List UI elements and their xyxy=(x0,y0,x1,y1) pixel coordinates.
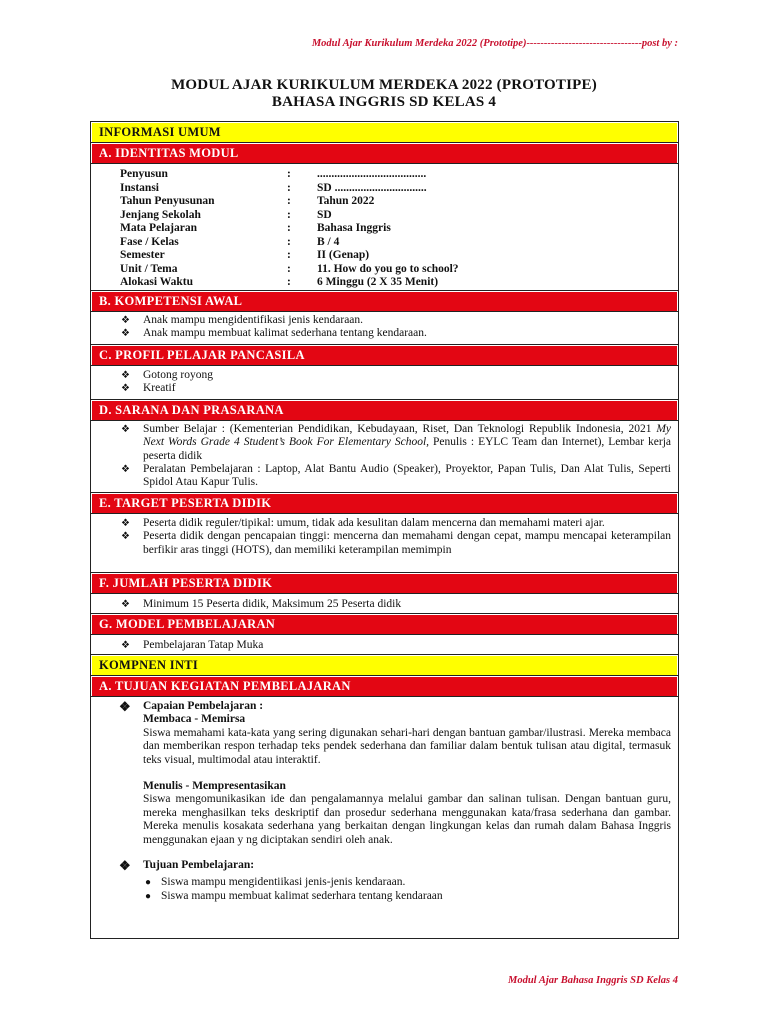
identitas-value: 11. How do you go to school? xyxy=(317,262,459,275)
list-item xyxy=(119,876,671,889)
section-sarana-prasarana: D. SARANA DAN PRASARANA xyxy=(92,401,677,420)
list-item xyxy=(121,517,671,530)
list-item xyxy=(121,463,671,490)
identitas-key: Unit / Tema xyxy=(120,262,178,275)
identitas-key: Jenjang Sekolah xyxy=(120,208,201,221)
diamond-bullet-icon: ❖ xyxy=(121,315,130,326)
divider xyxy=(91,290,678,291)
identitas-row xyxy=(120,263,577,277)
diamond-bullet-icon: ❖ xyxy=(119,858,131,874)
dot-bullet-icon: ● xyxy=(145,877,152,889)
jumlah-list xyxy=(121,598,671,611)
identitas-value: Bahasa Inggris xyxy=(317,222,391,234)
list-item-text: Pembelajaran Tatap Muka xyxy=(143,639,264,651)
page-header: Modul Ajar Kurikulum Merdeka 2022 (Prototipe)---------------------------------post by : xyxy=(311,38,678,49)
tujuan-pembelajaran-block xyxy=(119,859,671,903)
identitas-row xyxy=(120,209,577,223)
diamond-bullet-icon: ❖ xyxy=(121,531,130,543)
divider xyxy=(91,420,678,421)
identitas-key: Instansi xyxy=(120,181,159,194)
identitas-key: Fase / Kelas xyxy=(120,235,179,248)
identitas-value: 6 Minggu (2 X 35 Menit) xyxy=(317,276,439,288)
diamond-bullet-icon: ❖ xyxy=(121,640,130,651)
module-table xyxy=(90,121,679,939)
identitas-row xyxy=(120,195,577,209)
sarana-list xyxy=(121,423,671,489)
identitas-colon: : xyxy=(287,208,291,221)
diamond-bullet-icon: ❖ xyxy=(119,699,131,714)
kompetensi-list xyxy=(121,314,671,341)
list-item xyxy=(121,530,671,557)
menulis-text: Siswa mengomunikasikan ide dan pengalamannya melalui gambar dan salinan tulisan. Dengan bantuan guru, mereka menghasilkan teks deskriptif dan prosedur sederhana menggunakan kata/frasa sederhana dan gambar. Mereka menulis kosakata sederhana yang berkaitan dengan lingkungan kelas dan rumah dalam Bahasa Inggris menggunakan ejaan y ng diciptakan sendiri oleh anak. xyxy=(143,793,671,846)
title-line-1: MODUL AJAR KURIKULUM MERDEKA 2022 (PROTOTIPE) xyxy=(171,77,597,93)
section-profil-pelajar: C. PROFIL PELAJAR PANCASILA xyxy=(92,346,677,365)
section-identitas-modul: A. IDENTITAS MODUL xyxy=(92,144,677,163)
divider xyxy=(91,572,678,573)
book-title: My Next Words Grade 4 Student’s Book For Elementary School, xyxy=(143,423,671,449)
divider xyxy=(91,344,678,345)
identitas-key: Alokasi Waktu xyxy=(120,276,193,288)
divider xyxy=(91,634,678,635)
identitas-colon: : xyxy=(287,181,291,194)
list-item-text: Gotong royong xyxy=(143,369,213,381)
divider xyxy=(91,311,678,312)
list-item-text: Anak mampu mengidentifikasi jenis kendaraan. xyxy=(143,314,364,326)
diamond-bullet-icon: ❖ xyxy=(121,599,130,610)
list-item-text: Minimum 15 Peserta didik, Maksimum 25 Peserta didik xyxy=(143,598,402,610)
capaian-block xyxy=(119,700,671,847)
identitas-value: B / 4 xyxy=(317,235,340,248)
menulis-heading: Menulis - Mempresentasikan xyxy=(143,780,286,793)
list-item xyxy=(119,890,671,903)
list-item xyxy=(121,598,671,611)
list-item xyxy=(121,314,671,327)
divider xyxy=(91,513,678,514)
identitas-key: Penyusun xyxy=(120,168,168,180)
section-informasi-umum: INFORMASI UMUM xyxy=(92,123,677,142)
list-item xyxy=(121,327,671,340)
identitas-key: Tahun Penyusunan xyxy=(120,195,215,207)
dot-bullet-icon: ● xyxy=(145,890,152,902)
identitas-row xyxy=(120,168,577,182)
list-item-text: Kreatif xyxy=(143,382,176,395)
identitas-colon: : xyxy=(287,249,291,261)
diamond-bullet-icon: ❖ xyxy=(121,518,130,529)
identitas-colon: : xyxy=(287,235,291,248)
identitas-value: SD xyxy=(317,208,332,221)
section-tujuan-kegiatan: A. TUJUAN KEGIATAN PEMBELAJARAN xyxy=(92,677,677,696)
title-line-2: BAHASA INGGRIS SD KELAS 4 xyxy=(271,94,497,110)
target-list xyxy=(121,517,671,557)
identitas-colon: : xyxy=(287,276,291,288)
identitas-colon: : xyxy=(287,195,291,207)
divider xyxy=(91,163,678,164)
list-item-text: Peserta didik dengan pencapaian tinggi: mencerna dan memahami dengan cepat, mampu mencapai keterampilan berfikir aras tinggi (HOTS), dan memiliki keterampilan memimpin xyxy=(143,530,671,556)
section-kompetensi-awal: B. KOMPETENSI AWAL xyxy=(92,292,677,311)
identitas-value: SD ................................ xyxy=(317,181,427,194)
identitas-row xyxy=(120,236,577,250)
sarana-text: Penulis : EYLC Team dan Internet), Lembar kerja peserta didik xyxy=(143,436,672,462)
identitas-value: II (Genap) xyxy=(317,249,370,261)
sarana-text: Sumber Belajar : (Kementerian Pendidikan, Kebudayaan, Riset, Dan Teknologi Republik Indonesia, 2021 xyxy=(143,423,657,435)
identitas-colon: : xyxy=(287,262,291,275)
list-item xyxy=(121,423,671,463)
identitas-value: ...................................... xyxy=(317,168,427,180)
divider xyxy=(91,365,678,366)
identitas-colon: : xyxy=(287,222,291,234)
identitas-row xyxy=(120,182,577,196)
tujuan-heading: Tujuan Pembelajaran: xyxy=(143,859,255,872)
identitas-key: Mata Pelajaran xyxy=(120,222,197,234)
list-item-text: Peralatan Pembelajaran : Laptop, Alat Bantu Audio (Speaker), Proyektor, Papan Tulis, Dan Alat Tulis, Seperti Spidol Atau Kapur Tulis. xyxy=(143,462,671,489)
divider xyxy=(91,492,678,493)
membaca-heading: Membaca - Memirsa xyxy=(143,713,246,726)
divider xyxy=(91,654,678,655)
list-item-text: Peserta didik reguler/tipikal: umum, tidak ada kesulitan dalam mencerna dan memahami materi ajar. xyxy=(143,517,605,529)
identitas-table xyxy=(120,168,577,290)
diamond-bullet-icon: ❖ xyxy=(121,424,130,435)
identitas-row xyxy=(120,249,577,263)
divider xyxy=(91,675,678,676)
divider xyxy=(91,593,678,594)
identitas-value: Tahun 2022 xyxy=(317,195,375,207)
section-target-peserta: E. TARGET PESERTA DIDIK xyxy=(92,494,677,513)
identitas-row xyxy=(120,222,577,236)
diamond-bullet-icon: ❖ xyxy=(121,328,130,340)
model-list xyxy=(121,639,671,652)
divider xyxy=(91,399,678,400)
list-item xyxy=(121,369,671,382)
list-item xyxy=(121,639,671,652)
diamond-bullet-icon: ❖ xyxy=(121,370,130,381)
identitas-colon: : xyxy=(287,168,291,180)
section-model-pembelajaran: G. MODEL PEMBELAJARAN xyxy=(92,615,677,634)
document-title xyxy=(0,77,768,111)
membaca-text: Siswa memahami kata-kata yang sering digunakan sehari-hari dengan bantuan gambar/ilustrasi. Mereka membaca dan memberikan respon terhadap teks pendek sederhana dan familiar dalam bentuk tulisan atau digital, termasuk teks visual, multimodal atau interaktif. xyxy=(143,726,671,766)
capaian-heading: Capaian Pembelajaran : xyxy=(143,700,264,712)
divider xyxy=(91,696,678,697)
diamond-bullet-icon: ❖ xyxy=(121,463,130,475)
diamond-bullet-icon: ❖ xyxy=(121,383,130,395)
tujuan-content xyxy=(119,700,671,903)
list-item-text: Siswa mampu mengidentiikasi jenis-jenis kendaraan. xyxy=(161,876,406,889)
list-item-text: Siswa mampu membuat kalimat sederhara tentang kendaraan xyxy=(161,889,443,902)
page-footer: Modul Ajar Bahasa Inggris SD Kelas 4 xyxy=(508,975,678,986)
section-komponen-inti: KOMPNEN INTI xyxy=(92,656,677,675)
identitas-key: Semester xyxy=(120,249,165,261)
list-item xyxy=(121,382,671,395)
list-item-text: Anak mampu membuat kalimat sederhana tentang kendaraan. xyxy=(143,327,427,340)
identitas-row xyxy=(120,276,577,290)
divider xyxy=(91,142,678,143)
section-jumlah-peserta: F. JUMLAH PESERTA DIDIK xyxy=(92,574,677,593)
divider xyxy=(91,613,678,614)
profil-list xyxy=(121,369,671,396)
